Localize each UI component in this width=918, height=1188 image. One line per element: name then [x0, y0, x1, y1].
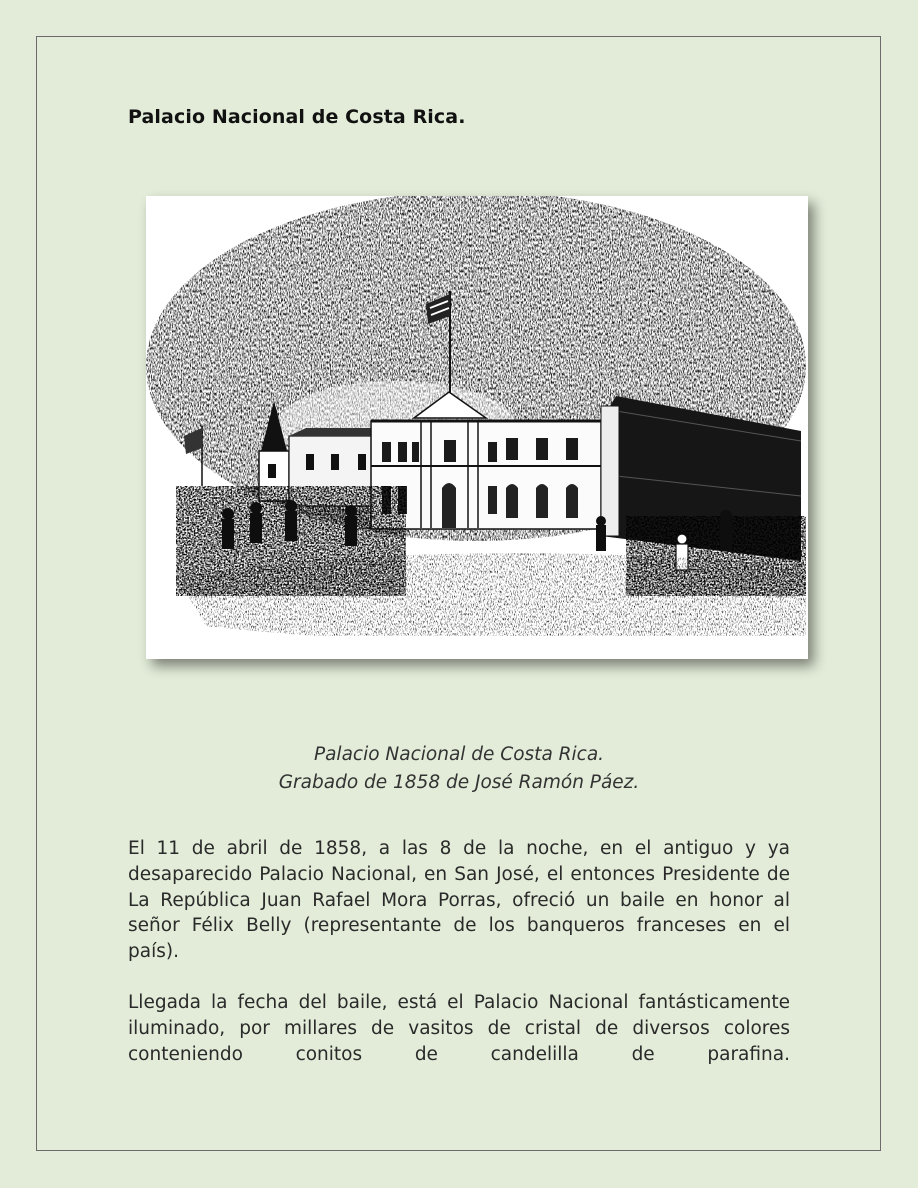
body-paragraph-2: Llegada la fecha del baile, está el Palacio Nacional fantásticamente iluminado, por millares de vasitos de cristal de diversos colores conteniendo conitos de candelilla de parafina.	[128, 992, 790, 1065]
page-title: Palacio Nacional de Costa Rica.	[128, 106, 466, 128]
palace-engraving-illustration	[146, 196, 808, 659]
figure-caption	[0, 741, 918, 797]
engraving-image	[146, 196, 808, 659]
body-paragraph-1: El 11 de abril de 1858, a las 8 de la noche, en el antiguo y ya desaparecido Palacio Nacional, en San José, el entonces Presidente de La República Juan Rafael Mora Porras, ofreció un baile en honor al señor Félix Belly (representante de los banqueros franceses en el país).	[128, 838, 790, 963]
caption-line-2: Grabado de 1858 de José Ramón Páez.	[278, 772, 640, 793]
caption-line-1: Palacio Nacional de Costa Rica.	[313, 744, 605, 765]
